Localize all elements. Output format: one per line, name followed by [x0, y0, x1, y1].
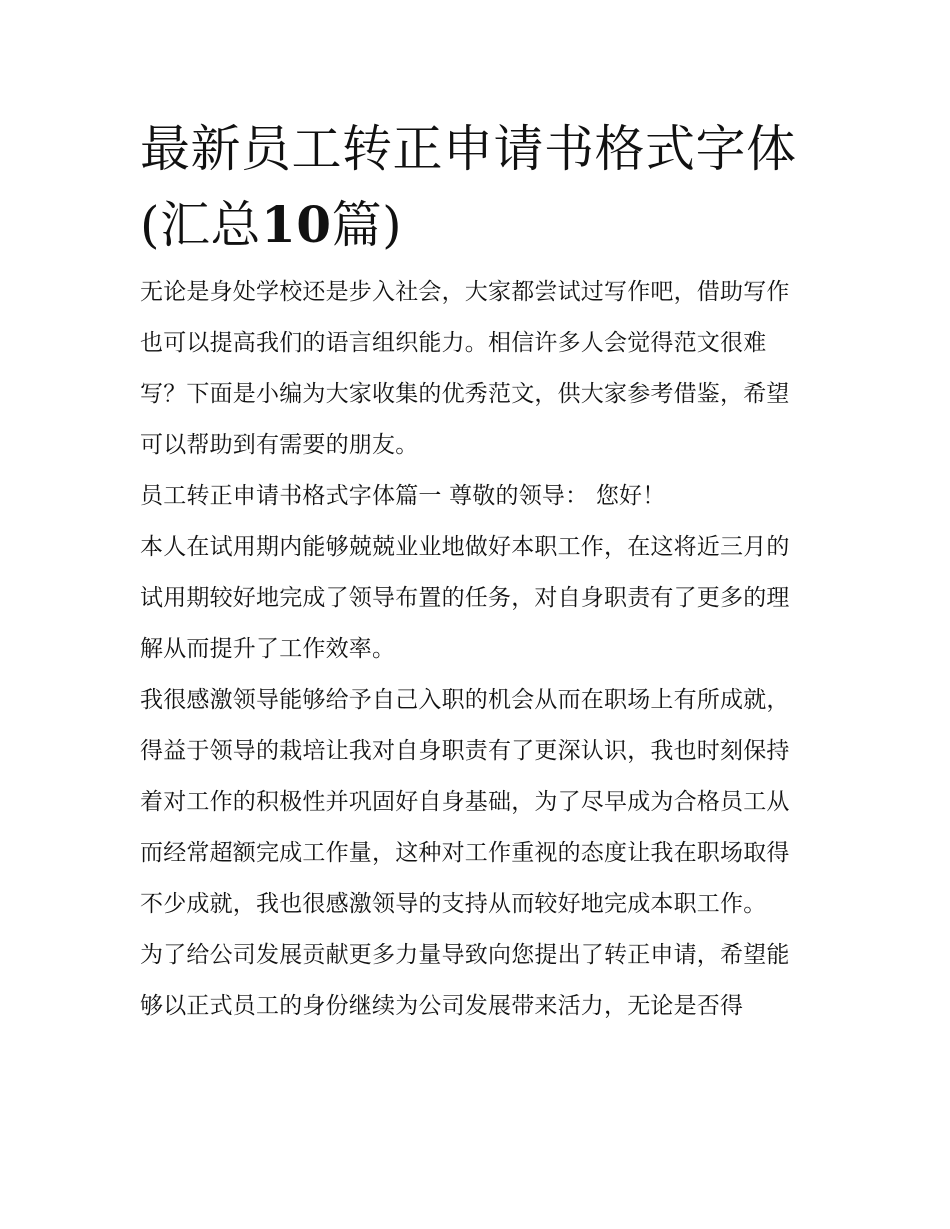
title-number: 10: [261, 195, 332, 254]
document-title: [140, 112, 812, 263]
intro-paragraph: 无论是身处学校还是步入社会，大家都尝试过写作吧，借助写作也可以提高我们的语言组织能力。相信许多人会觉得范文很难写？下面是小编为大家收集的优秀范文，供大家参考借鉴，希望可以帮助到有需要的朋友。: [140, 279, 790, 458]
body-paragraph-1: 本人在试用期内能够兢兢业业地做好本职工作，在这将近三月的试用期较好地完成了领导布置的任务，对自身职责有了更多的理解从而提升了工作效率。: [140, 534, 790, 662]
body-paragraph-2: 我很感激领导能够给予自己入职的机会从而在职场上有所成就，得益于领导的栽培让我对自身职责有了更深认识，我也时刻保持着对工作的积极性并巩固好自身基础，为了尽早成为合格员工从而经常超额完成工作量，这种对工作重视的态度让我在职场取得不少成就，我也很感激领导的支持从而较好地完成本职工作。: [140, 687, 790, 917]
salutation-paragraph: 员工转正申请书格式字体篇一 尊敬的领导： 您好！: [140, 483, 666, 509]
body-paragraph-3: 为了给公司发展贡献更多力量导致向您提出了转正申请，希望能够以正式员工的身份继续为公司发展带来活力，无论是否得: [140, 942, 790, 1019]
title-suffix: 篇): [331, 196, 403, 254]
title-text: 最新员工转正申请书格式字体(汇总: [140, 120, 797, 254]
